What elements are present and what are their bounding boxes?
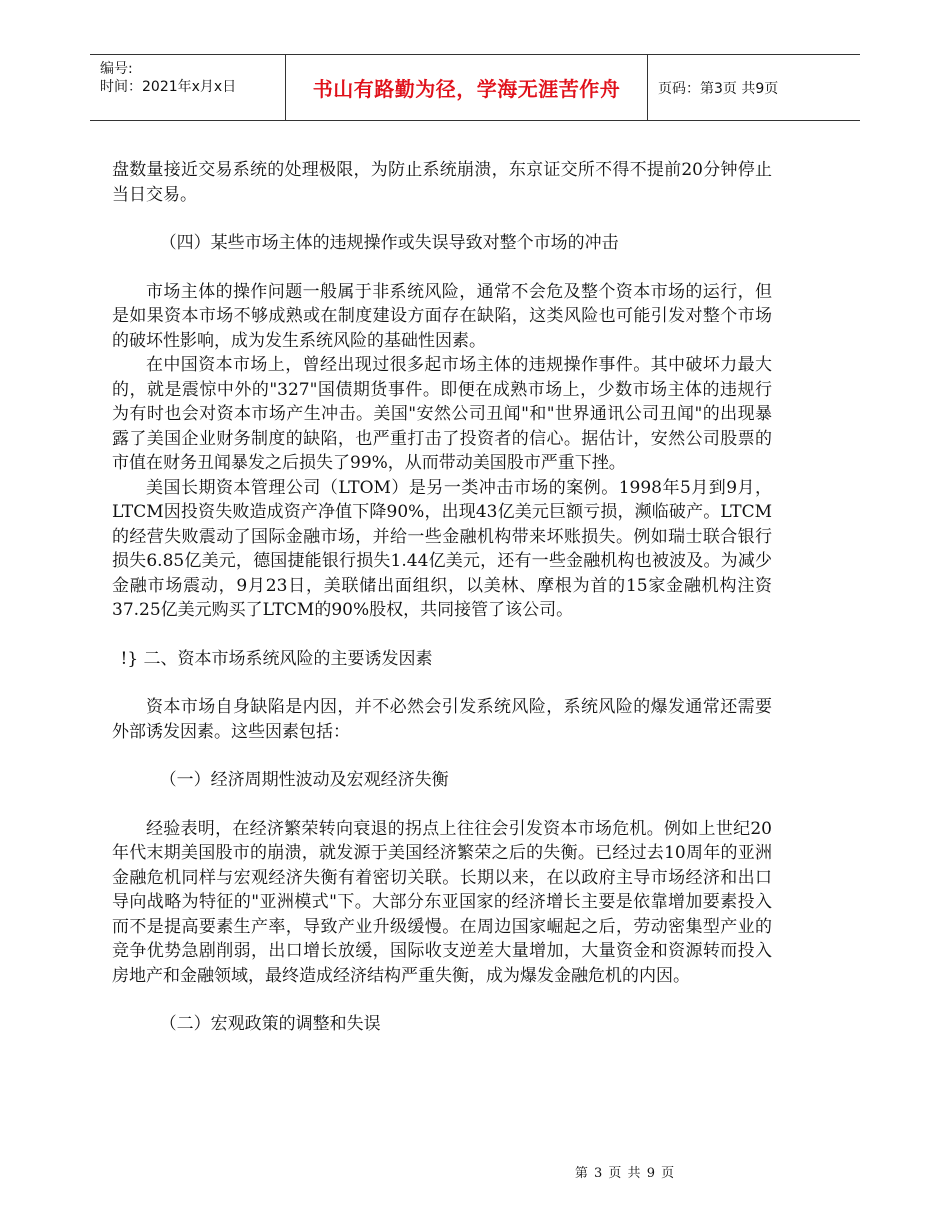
- header-page-info: 页码：第3页 共9页: [658, 80, 779, 97]
- page-header: [90, 54, 860, 121]
- document-number: 编号:: [100, 61, 133, 77]
- header-motto: 书山有路勤为径，学海无涯苦作舟: [286, 55, 648, 120]
- paragraph-1: 经验表明，在经济繁荣转向衰退的拐点上往往会引发资本市场危机。例如上世纪20年代末期美国股市的崩溃，就发源于美国经济繁荣之后的失衡。已经过去10周年的亚洲金融危机同样与宏观经济失衡有着密切关联。长期以来，在以政府主导市场经济和出口导向战略为特征的"亚洲模式"下。大部分东亚国家的经济增长主要是依靠增加要素投入而不是提高要素生产率，导致产业升级缓慢。在周边国家崛起之后，劳动密集型产业的竞争优势急剧削弱，出口增长放缓，国际收支逆差大量增加，大量资金和资源转而投入房地产和金融领域，最终造成经济结构严重失衡，成为爆发金融危机的内因。: [112, 818, 772, 986]
- subheading-4: （四）某些市场主体的违规操作或失误导致对整个市场的冲击: [159, 233, 619, 253]
- paragraph-4-2: 在中国资本市场上，曾经出现过很多起市场主体的违规操作事件。其中破坏力最大的，就是震惊中外的"327"国债期货事件。即便在成熟市场上，少数市场主体的违规行为有时也会对资本市场产生冲击。美国"安然公司丑闻"和"世界通讯公司丑闻"的出现暴露了美国企业财务制度的缺陷，也严重打击了投资者的信心。据估计，安然公司股票的市值在财务丑闻暴发之后损失了99%，从而带动美国股市严重下挫。: [112, 355, 772, 473]
- paragraph-4-1: 市场主体的操作问题一般属于非系统风险，通常不会危及整个资本市场的运行，但是如果资本市场不够成熟或在制度建设方面存在缺陷，这类风险也可能引发对整个市场的破坏性影响，成为发生系统风险的基础性因素。: [112, 281, 772, 351]
- paragraph-section-2: 资本市场自身缺陷是内因，并不必然会引发系统风险，系统风险的爆发通常还需要外部诱发因素。这些因素包括：: [112, 697, 772, 742]
- page-footer: 第 3 页 共 9 页: [574, 1166, 676, 1181]
- subheading-2: （二）宏观政策的调整和失误: [159, 1014, 381, 1034]
- paragraph-4-3: 美国长期资本管理公司（LTOM）是另一类冲击市场的案例。1998年5月到9月，LTCM因投资失败造成资产净值下降90%，出现43亿美元巨额亏损，濒临破产。LTCM的经营失败震动了国际金融市场，并给一些金融机构带来坏账损失。例如瑞士联合银行损失6.85亿美元，德国捷能银行损失1.44亿美元，还有一些金融机构也被波及。为减少金融市场震动，9月23日，美联储出面组织，以美林、摩根为首的15家金融机构注资37.25亿美元购买了LTCM的90%股权，共同接管了该公司。: [112, 477, 772, 620]
- section-heading-2: !} 二、资本市场系统风险的主要诱发因素: [120, 648, 433, 669]
- document-time: 时间：2021年x月x日: [100, 79, 237, 95]
- document-body: [112, 158, 772, 1037]
- paragraph-continued: 盘数量接近交易系统的处理极限，为防止系统崩溃，东京证交所不得不提前20分钟停止当日交易。: [112, 160, 772, 205]
- subheading-1: （一）经济周期性波动及宏观经济失衡: [159, 770, 449, 790]
- header-meta: [90, 55, 286, 120]
